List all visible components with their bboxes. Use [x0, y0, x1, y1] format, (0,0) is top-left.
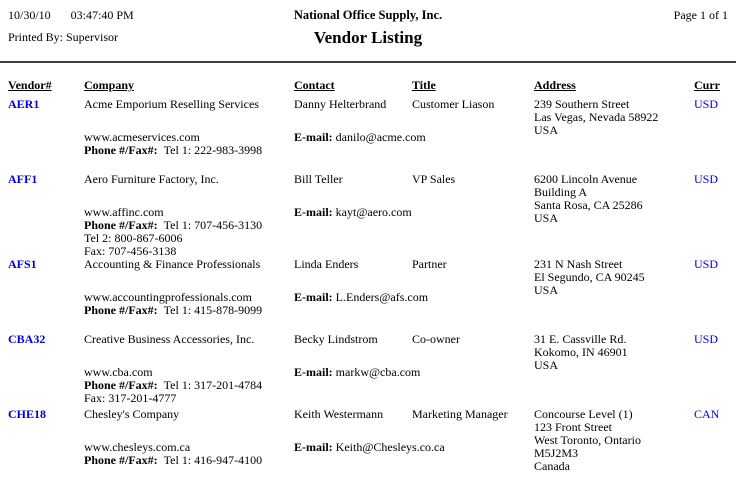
- header-center: [178, 8, 558, 48]
- vendor-currency[interactable]: USD: [694, 332, 719, 346]
- currency-cell: [694, 98, 736, 173]
- address-line: USA: [534, 358, 559, 372]
- vendor-id-cell: [8, 98, 84, 173]
- address-line: USA: [534, 283, 559, 297]
- address-line: El Segundo, CA 90245: [534, 270, 645, 284]
- phone-line: [84, 144, 294, 157]
- phone-label: Phone #/Fax#:: [84, 143, 158, 157]
- company-website: www.acmeservices.com: [84, 130, 200, 144]
- address-line: West Toronto, Ontario: [534, 433, 641, 447]
- col-header-vendor: Vendor#: [8, 78, 52, 92]
- spacer: [84, 346, 294, 366]
- contact-name: Linda Enders: [294, 257, 359, 271]
- header-left: [8, 8, 178, 48]
- currency-cell: [694, 258, 736, 333]
- contact-title: Marketing Manager: [412, 407, 508, 421]
- vendor-phone-extra: [84, 232, 294, 258]
- vendor-id-link[interactable]: AFF1: [8, 172, 38, 186]
- address-line: Canada: [534, 459, 570, 473]
- address-line: Las Vegas, Nevada 58922: [534, 110, 659, 124]
- vendor-id-cell: [8, 173, 84, 258]
- vendor-id-link[interactable]: AFS1: [8, 257, 37, 271]
- spacer: [84, 421, 294, 441]
- email-value: Keith@Chesleys.co.ca: [335, 440, 445, 454]
- vendor-row: [0, 98, 736, 173]
- address-line: 239 Southern Street: [534, 97, 630, 111]
- printed-by: Printed By: Supervisor: [8, 30, 118, 44]
- print-date: 10/30/10: [8, 8, 51, 22]
- vendor-address: [534, 333, 694, 408]
- currency-cell: [694, 333, 736, 408]
- email-line: [294, 206, 412, 219]
- phone-label: Phone #/Fax#:: [84, 218, 158, 232]
- company-website: www.chesleys.com.ca: [84, 440, 191, 454]
- vendor-currency[interactable]: CAN: [694, 407, 720, 421]
- company-cell: [84, 98, 294, 173]
- col-header-address: Address: [534, 78, 576, 92]
- page-number: Page 1 of 1: [673, 8, 728, 22]
- phone-value: Tel 1: 416-947-4100: [163, 453, 263, 467]
- email-value: kayt@aero.com: [335, 205, 412, 219]
- vendor-currency[interactable]: USD: [694, 172, 719, 186]
- company-cell: [84, 333, 294, 408]
- company-website: www.accountingprofessionals.com: [84, 290, 252, 304]
- email-label: E-mail:: [294, 130, 333, 144]
- vendor-address: [534, 173, 694, 258]
- contact-name: Keith Westermann: [294, 407, 384, 421]
- company-cell: [84, 173, 294, 258]
- vendor-id-cell: [8, 258, 84, 333]
- contact-name: Danny Helterbrand: [294, 97, 387, 111]
- currency-cell: [694, 408, 736, 483]
- email-value: markw@cba.com: [335, 365, 421, 379]
- company-name: Accounting & Finance Professionals: [84, 257, 261, 271]
- email-label: E-mail:: [294, 440, 333, 454]
- email-line: [294, 440, 445, 454]
- address-line: Concourse Level (1): [534, 407, 633, 421]
- company-website: www.cba.com: [84, 365, 153, 379]
- vendor-list: [0, 98, 736, 483]
- phone-line: [84, 454, 294, 467]
- col-header-company: Company: [84, 78, 135, 92]
- spacer: [84, 111, 294, 131]
- company-website: www.affinc.com: [84, 205, 164, 219]
- company-name: Acme Emporium Reselling Services: [84, 97, 259, 111]
- email-line: [294, 365, 421, 379]
- vendor-row: [0, 408, 736, 483]
- company-cell: [84, 258, 294, 333]
- contact-cell: [294, 173, 412, 258]
- phone-extra-line: Fax: 707-456-3138: [84, 244, 177, 258]
- spacer: [294, 271, 412, 291]
- vendor-row: [0, 173, 736, 258]
- spacer: [84, 186, 294, 206]
- spacer: [294, 186, 412, 206]
- phone-line: [84, 304, 294, 317]
- contact-title: Customer Liason: [412, 97, 495, 111]
- vendor-address: [534, 98, 694, 173]
- spacer: [294, 346, 412, 366]
- vendor-id-link[interactable]: CHE18: [8, 407, 47, 421]
- vendor-id-link[interactable]: CBA32: [8, 332, 46, 346]
- vendor-row: [0, 333, 736, 408]
- phone-label: Phone #/Fax#:: [84, 303, 158, 317]
- col-header-curr: Curr: [694, 78, 720, 92]
- report-title: Vendor Listing: [313, 28, 423, 47]
- contact-name: Bill Teller: [294, 172, 343, 186]
- col-header-contact: Contact: [294, 78, 335, 92]
- address-line: 31 E. Cassville Rd.: [534, 332, 627, 346]
- address-line: 231 N Nash Street: [534, 257, 623, 271]
- phone-value: Tel 1: 317-201-4784: [163, 378, 263, 392]
- vendor-address: [534, 408, 694, 483]
- phone-label: Phone #/Fax#:: [84, 453, 158, 467]
- contact-cell: [294, 97, 426, 173]
- email-label: E-mail:: [294, 290, 333, 304]
- company-name: Creative Business Accessories, Inc.: [84, 332, 255, 346]
- address-line: 123 Front Street: [534, 420, 612, 434]
- contact-name: Becky Lindstrom: [294, 332, 378, 346]
- col-header-title: Title: [412, 78, 436, 92]
- email-value: L.Enders@afs.com: [335, 290, 429, 304]
- phone-value: Tel 1: 222-983-3998: [163, 143, 263, 157]
- address-line: USA: [534, 211, 559, 225]
- phone-value: Tel 1: 415-878-9099: [163, 303, 263, 317]
- email-line: [294, 130, 426, 144]
- vendor-id-link[interactable]: AER1: [8, 97, 40, 111]
- company-name: Chesley's Company: [84, 407, 180, 421]
- phone-extra-line: Tel 2: 800-867-6006: [84, 231, 183, 245]
- vendor-id-cell: [8, 408, 84, 483]
- vendor-currency[interactable]: USD: [694, 97, 719, 111]
- company-name: Aero Furniture Factory, Inc.: [84, 172, 219, 186]
- header-rule: [0, 61, 736, 63]
- spacer: [294, 421, 412, 441]
- email-label: E-mail:: [294, 205, 333, 219]
- email-value: danilo@acme.com: [335, 130, 426, 144]
- contact-cell: [294, 257, 429, 333]
- address-line: Kokomo, IN 46901: [534, 345, 628, 359]
- vendor-id-cell: [8, 333, 84, 408]
- email-line: [294, 290, 429, 304]
- print-time: 03:47:40 PM: [70, 8, 134, 22]
- contact-title: Partner: [412, 257, 447, 271]
- column-headers: [0, 78, 736, 92]
- address-line: 6200 Lincoln Avenue: [534, 172, 638, 186]
- vendor-currency[interactable]: USD: [694, 257, 719, 271]
- address-line: M5J2M3: [534, 446, 579, 460]
- phone-label: Phone #/Fax#:: [84, 378, 158, 392]
- spacer: [294, 111, 412, 131]
- address-line: Santa Rosa, CA 25286: [534, 198, 643, 212]
- contact-cell: [294, 407, 445, 483]
- company-title: National Office Supply, Inc.: [293, 8, 443, 22]
- contact-title: Co-owner: [412, 332, 460, 346]
- print-datetime: [8, 8, 178, 22]
- phone-extra-line: Fax: 317-201-4777: [84, 391, 177, 405]
- contact-cell: [294, 332, 421, 408]
- vendor-row: [0, 258, 736, 333]
- report-header: [0, 6, 736, 48]
- vendor-address: [534, 258, 694, 333]
- spacer: [84, 271, 294, 291]
- currency-cell: [694, 173, 736, 258]
- email-label: E-mail:: [294, 365, 333, 379]
- company-cell: [84, 408, 294, 483]
- phone-value: Tel 1: 707-456-3130: [163, 218, 263, 232]
- vendor-phone-extra: [84, 392, 294, 405]
- address-line: Building A: [534, 185, 588, 199]
- contact-title: VP Sales: [412, 172, 456, 186]
- address-line: USA: [534, 123, 559, 137]
